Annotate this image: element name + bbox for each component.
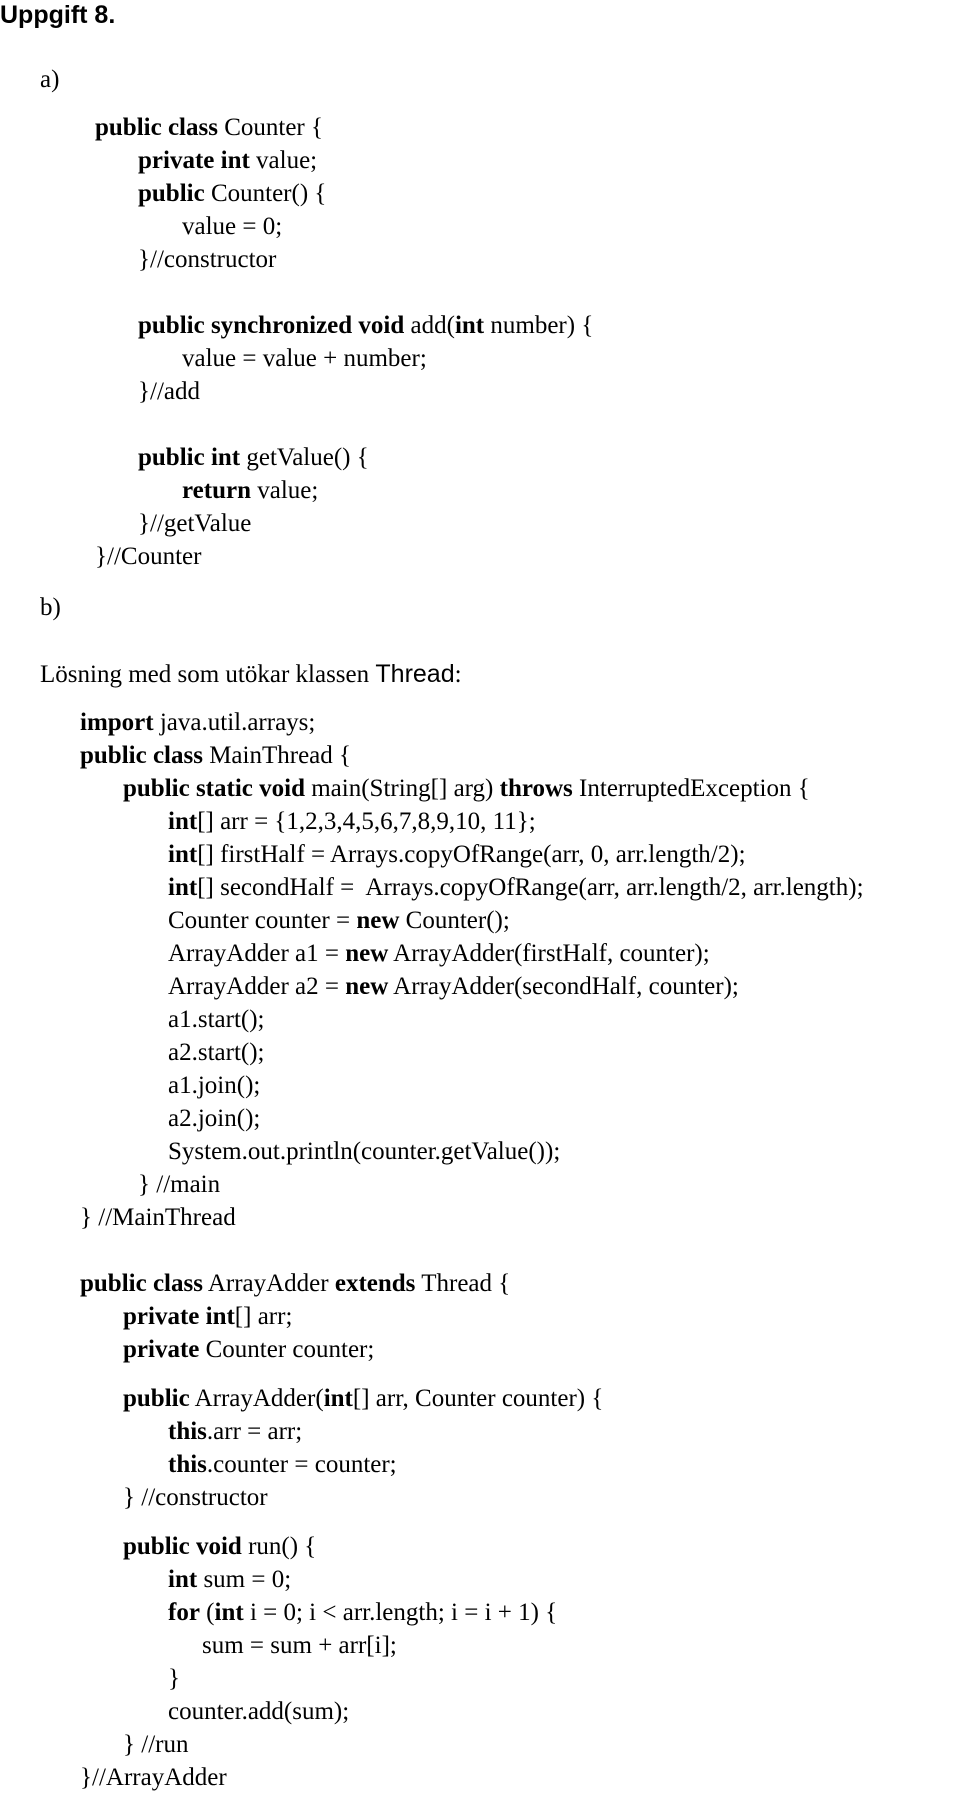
code-line — [123, 1532, 316, 1562]
code-token: int — [168, 1566, 198, 1593]
code-token: ArrayAdder a2 = — [168, 973, 346, 1000]
code-line — [168, 1697, 349, 1727]
code-token: } — [168, 1665, 180, 1692]
code-line — [123, 774, 810, 804]
code-line — [168, 1450, 397, 1480]
code-token: : — [454, 661, 462, 688]
code-line — [168, 1038, 264, 1068]
code-line — [168, 1565, 291, 1595]
code-line — [138, 179, 326, 209]
code-token: int — [168, 808, 198, 835]
code-token: private int — [123, 1303, 235, 1330]
code-token: public class — [80, 1270, 203, 1297]
code-line — [80, 708, 315, 738]
code-token: public class — [80, 742, 203, 769]
code-token: Counter counter; — [199, 1336, 375, 1363]
code-line — [168, 873, 864, 903]
code-token: this — [168, 1451, 207, 1478]
code-token: value; — [250, 477, 319, 504]
code-token: int — [168, 874, 198, 901]
code-line — [138, 311, 593, 341]
code-line — [202, 1631, 397, 1661]
code-line — [182, 476, 318, 506]
code-line — [95, 113, 323, 143]
code-line — [123, 1302, 292, 1332]
code-token: Thread { — [415, 1270, 511, 1297]
code-token: [] firstHalf = Arrays.copyOfRange(arr, 0, arr.length/2); — [197, 841, 746, 868]
code-token: sum = 0; — [197, 1566, 292, 1593]
code-line — [168, 939, 710, 969]
code-token: public class — [95, 114, 218, 141]
code-token: import — [80, 709, 154, 736]
code-token: value; — [249, 147, 318, 174]
code-token: ArrayAdder(secondHalf, counter); — [388, 973, 739, 1000]
code-token: }//constructor — [138, 246, 277, 273]
code-token: }//add — [138, 378, 200, 405]
code-line — [168, 807, 536, 837]
code-token: int — [214, 1599, 244, 1626]
code-token: ArrayAdder a1 = — [168, 940, 346, 967]
code-line — [138, 146, 317, 176]
code-line — [168, 906, 510, 936]
code-token: Lösning med som utökar klassen — [40, 661, 376, 688]
code-token: return — [182, 477, 251, 504]
code-line — [123, 1384, 603, 1414]
code-token: InterruptedException { — [572, 775, 810, 802]
code-token: new — [356, 907, 400, 934]
code-token: } //run — [123, 1731, 189, 1758]
code-token: for — [168, 1599, 200, 1626]
code-token: private int — [138, 147, 250, 174]
code-token: [] secondHalf = Arrays.copyOfRange(arr, arr.length/2, arr.length); — [197, 874, 864, 901]
code-token: a2.join(); — [168, 1105, 261, 1132]
code-token: int — [323, 1385, 353, 1412]
code-token: ArrayAdder — [202, 1270, 335, 1297]
part-b-label: b) — [40, 594, 61, 621]
code-line — [138, 1170, 220, 1200]
code-token: } //main — [138, 1171, 221, 1198]
code-token: [] arr, Counter counter) { — [352, 1385, 604, 1412]
code-line — [182, 212, 282, 242]
code-token: public void — [123, 1533, 242, 1560]
code-line — [95, 542, 201, 572]
code-token: add( — [404, 312, 455, 339]
code-token: new — [345, 973, 389, 1000]
code-line — [168, 1417, 302, 1447]
part-a-label: a) — [40, 66, 60, 93]
code-line — [80, 1763, 227, 1793]
code-line — [138, 443, 369, 473]
code-token: Thread — [375, 660, 455, 688]
code-token: sum = sum + arr[i]; — [202, 1632, 397, 1659]
code-token: MainThread { — [202, 742, 352, 769]
code-token: java.util.arrays; — [153, 709, 316, 736]
code-token: throws — [499, 775, 573, 802]
code-token: public synchronized void — [138, 312, 405, 339]
code-line — [80, 741, 351, 771]
code-token: .counter = counter; — [206, 1451, 397, 1478]
code-token: run() { — [241, 1533, 317, 1560]
code-token: ( — [199, 1599, 215, 1626]
code-token: public int — [138, 444, 241, 471]
code-line — [168, 1005, 264, 1035]
code-token: value = 0; — [182, 213, 283, 240]
code-token: counter.add(sum); — [168, 1698, 350, 1725]
code-token: number) { — [484, 312, 594, 339]
code-token: public — [123, 1385, 190, 1412]
code-token: ArrayAdder( — [189, 1385, 324, 1412]
code-token: a1.join(); — [168, 1072, 261, 1099]
code-line — [123, 1483, 268, 1513]
code-token: extends — [334, 1270, 416, 1297]
code-token: int — [168, 841, 198, 868]
code-token: public — [138, 180, 205, 207]
code-line — [168, 1137, 560, 1167]
code-token: main(String[] arg) — [304, 775, 500, 802]
code-token: this — [168, 1418, 207, 1445]
code-token: [] arr; — [234, 1303, 293, 1330]
code-token: public static void — [123, 775, 305, 802]
code-line — [182, 344, 427, 374]
code-line — [168, 972, 739, 1002]
code-line — [80, 1269, 510, 1299]
code-token: System.out.println(counter.getValue()); — [168, 1138, 561, 1165]
code-token: Counter counter = — [168, 907, 357, 934]
code-line — [123, 1730, 188, 1760]
code-token: [] arr = {1,2,3,4,5,6,7,8,9,10, 11}; — [197, 808, 536, 835]
code-line — [168, 1104, 260, 1134]
code-token: int — [454, 312, 485, 339]
code-token: ArrayAdder(firstHalf, counter); — [388, 940, 710, 967]
code-line — [123, 1335, 374, 1365]
code-token: value = value + number; — [182, 345, 427, 372]
code-token: }//getValue — [138, 510, 252, 537]
page-title: Uppgift 8. — [0, 1, 116, 29]
code-line — [138, 509, 251, 539]
intro-text — [40, 659, 462, 689]
code-token: } //MainThread — [80, 1204, 236, 1231]
code-token: }//Counter — [95, 543, 202, 570]
code-line — [168, 1598, 557, 1628]
code-token: }//ArrayAdder — [80, 1764, 227, 1791]
code-token: i = 0; i < arr.length; i = i + 1) { — [243, 1599, 558, 1626]
code-line — [80, 1203, 236, 1233]
code-token: .arr = arr; — [206, 1418, 303, 1445]
code-token: new — [345, 940, 389, 967]
code-token: getValue() { — [240, 444, 369, 471]
code-token: private — [123, 1336, 200, 1363]
code-token: Counter { — [217, 114, 323, 141]
code-token: } //constructor — [123, 1484, 268, 1511]
code-token: a2.start(); — [168, 1039, 265, 1066]
code-token: Counter(); — [399, 907, 510, 934]
code-line — [138, 377, 200, 407]
code-line — [168, 1071, 260, 1101]
code-line — [138, 245, 276, 275]
code-line — [168, 1664, 180, 1694]
code-token: Counter() { — [204, 180, 327, 207]
code-line — [168, 840, 746, 870]
code-token: a1.start(); — [168, 1006, 265, 1033]
